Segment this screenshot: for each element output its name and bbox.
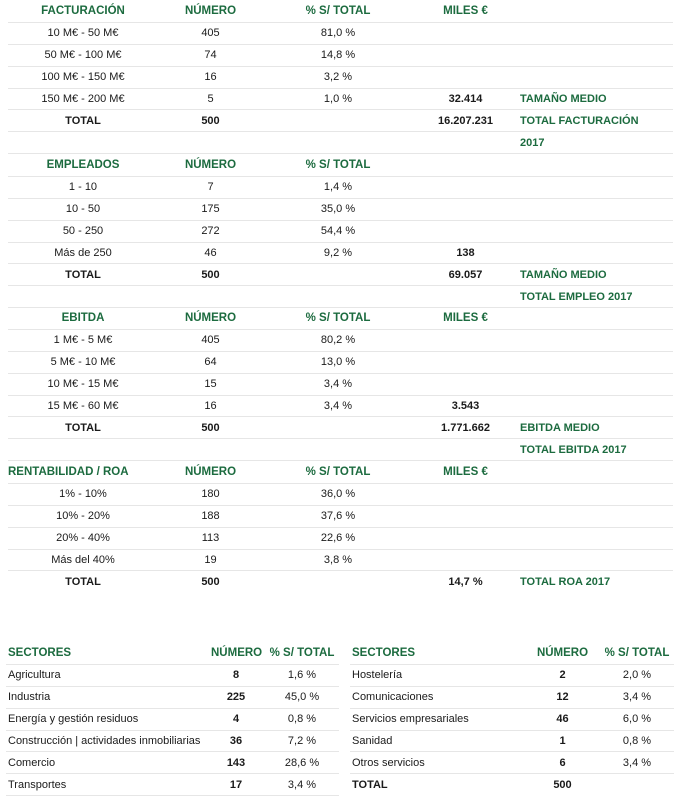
table-row: [8, 132, 673, 154]
cell-numero: 225: [226, 691, 246, 704]
cell-numero: 6: [559, 756, 566, 769]
cell-numero: 405: [201, 334, 220, 347]
table-row: [8, 67, 673, 89]
cell-sector: Transportes: [8, 778, 67, 791]
cell-range: 50 M€ - 100 M€: [44, 49, 122, 62]
cell-numero: 188: [201, 510, 220, 523]
cell-total: TOTAL: [65, 576, 101, 589]
cell-range: 10 M€ - 15 M€: [47, 378, 119, 391]
cell-numero: 4: [232, 713, 240, 726]
cell-sector: Hostelería: [352, 669, 403, 682]
cell-range: 10% - 20%: [56, 510, 110, 523]
table-row-total: [8, 110, 673, 132]
cell-numero: 16: [204, 400, 217, 412]
cell-miles: 1.771.662: [441, 421, 490, 434]
cell-numero: 16: [204, 71, 217, 84]
sectores-table-right: [350, 643, 674, 796]
col-numero: NÚMERO: [184, 5, 237, 18]
cell-pct: 3,8 %: [323, 554, 353, 566]
cell-range: 100 M€ - 150 M€: [41, 71, 125, 84]
cell-total: TOTAL: [65, 421, 101, 434]
cell-pct: 14,8 %: [320, 49, 356, 62]
table-row-total: [8, 417, 673, 439]
col-numero: NÚMERO: [184, 159, 237, 172]
cell-total: TOTAL: [65, 268, 101, 281]
cell-pct: 2,0 %: [622, 669, 652, 682]
cell-numero: 15: [204, 378, 217, 391]
cell-numero: 2: [559, 669, 566, 682]
cell-label: TOTAL ROA 2017: [520, 576, 611, 589]
cell-pct: 28,6 %: [284, 756, 320, 769]
cell-range: Más del 40%: [51, 554, 115, 566]
col-pct-total: % S/ TOTAL: [305, 466, 371, 479]
table-row: [8, 45, 673, 67]
table-row: [8, 374, 673, 396]
cell-range: 5 M€ - 10 M€: [50, 356, 116, 369]
cell-sector: Servicios empresariales: [352, 713, 469, 726]
cell-pct: 6,0 %: [622, 713, 652, 726]
ebitda-table: [8, 308, 673, 461]
table-row: [6, 665, 339, 687]
cell-numero: 405: [201, 27, 220, 40]
facturacion-table: [8, 1, 673, 154]
cell-range: 1 - 10: [68, 181, 98, 194]
table-header: [8, 1, 673, 23]
table-row: [350, 709, 674, 731]
cell-miles: 32.414: [448, 93, 483, 105]
table-row: [8, 243, 673, 265]
cell-pct: 1,6 %: [287, 669, 317, 682]
cell-label: 2017: [520, 136, 545, 149]
cell-total: TOTAL: [65, 114, 101, 127]
cell-pct: 22,6 %: [320, 532, 356, 545]
cell-numero: 46: [556, 713, 569, 726]
col-miles: MILES €: [443, 312, 488, 325]
cell-numero: 17: [229, 778, 243, 791]
cell-pct: 13,0 %: [320, 356, 356, 369]
col-facturacion: FACTURACIÓN: [41, 5, 125, 18]
table-row: [8, 177, 673, 199]
cell-numero: 7: [207, 181, 214, 194]
cell-range: 50 - 250: [62, 225, 104, 238]
table-row: [6, 709, 339, 731]
col-sectores: SECTORES: [8, 647, 72, 660]
cell-pct: 36,0 %: [320, 488, 356, 501]
col-pct-total: % S/ TOTAL: [269, 647, 335, 660]
table-header: [350, 643, 674, 665]
cell-pct: 1,4 %: [323, 181, 353, 194]
rentabilidad-table: [8, 462, 673, 593]
cell-miles: 16.207.231: [437, 114, 494, 127]
cell-range: 1% - 10%: [59, 488, 107, 501]
cell-range: 15 M€ - 60 M€: [47, 400, 119, 412]
table-header: [6, 643, 339, 665]
table-row-total: [8, 264, 673, 286]
col-empleados: EMPLEADOS: [46, 159, 120, 172]
cell-numero: 113: [201, 532, 220, 545]
cell-pct: 37,6 %: [320, 510, 356, 523]
cell-label: TOTAL FACTURACIÓN: [520, 114, 639, 127]
table-row: [6, 687, 339, 709]
cell-sector: Construcción | actividades inmobiliarias: [8, 735, 201, 747]
cell-pct: 35,0 %: [320, 203, 356, 216]
cell-numero: 143: [226, 756, 246, 769]
table-row: [8, 286, 673, 308]
col-ebitda: EBITDA: [61, 312, 105, 325]
cell-label: TAMAÑO MEDIO: [520, 93, 607, 105]
cell-numero: 500: [201, 576, 220, 589]
table-row: [350, 731, 674, 753]
cell-label: TAMAÑO MEDIO: [520, 268, 607, 281]
cell-numero: 46: [204, 247, 217, 259]
table-row: [8, 528, 673, 550]
cell-numero: 12: [556, 691, 569, 704]
table-row: [8, 199, 673, 221]
table-row: [350, 665, 674, 687]
cell-numero: 36: [229, 735, 243, 747]
col-miles: MILES €: [443, 466, 488, 479]
cell-label: EBITDA MEDIO: [520, 421, 600, 434]
cell-numero: 175: [201, 203, 220, 216]
cell-sector: Energía y gestión residuos: [8, 713, 139, 726]
cell-pct: 9,2 %: [323, 247, 353, 259]
cell-range: 20% - 40%: [56, 532, 110, 545]
cell-pct: 81,0 %: [320, 27, 356, 40]
table-row: [350, 752, 674, 774]
table-row: [8, 396, 673, 418]
cell-pct: 45,0 %: [284, 691, 320, 704]
cell-pct: 3,2 %: [323, 71, 353, 84]
cell-sector: Industria: [8, 691, 51, 704]
cell-numero: 19: [204, 554, 217, 566]
table-row: [8, 506, 673, 528]
cell-pct: 0,8 %: [622, 735, 652, 747]
table-row: [6, 731, 339, 753]
table-header: [8, 155, 673, 177]
cell-numero: 500: [201, 268, 220, 281]
table-row: [8, 221, 673, 243]
col-sectores: SECTORES: [352, 647, 416, 660]
col-numero: NÚMERO: [211, 647, 263, 660]
col-rentabilidad: RENTABILIDAD / ROA: [8, 466, 129, 479]
cell-numero: 8: [232, 669, 240, 682]
cell-numero: 500: [553, 779, 572, 792]
col-numero: NÚMERO: [184, 312, 237, 325]
table-row-total: [8, 571, 673, 593]
table-row: [350, 687, 674, 709]
cell-range: 1 M€ - 5 M€: [53, 334, 113, 347]
col-pct-total: % S/ TOTAL: [604, 647, 670, 660]
cell-numero: 180: [201, 488, 220, 501]
cell-range: 150 M€ - 200 M€: [41, 93, 125, 105]
cell-range: 10 M€ - 50 M€: [47, 27, 119, 40]
cell-sector: Sanidad: [352, 735, 393, 747]
empleados-table: [8, 155, 673, 308]
cell-numero: 500: [201, 421, 220, 434]
table-row: [8, 352, 673, 374]
cell-range: 10 - 50: [65, 203, 101, 216]
cell-numero: 64: [204, 356, 217, 369]
cell-miles: 69.057: [448, 268, 483, 281]
cell-sector: Otros servicios: [352, 756, 425, 769]
table-row-total: [350, 774, 674, 796]
col-numero: NÚMERO: [184, 466, 237, 479]
cell-sector: Comunicaciones: [352, 691, 434, 704]
cell-pct: 3,4 %: [323, 378, 353, 391]
cell-numero: 74: [204, 49, 217, 62]
col-pct-total: % S/ TOTAL: [305, 5, 371, 18]
cell-numero: 500: [201, 114, 220, 127]
cell-numero: 1: [559, 735, 566, 747]
cell-pct: 7,2 %: [287, 735, 317, 747]
sectores-table-left: [6, 643, 339, 796]
cell-range: Más de 250: [54, 247, 112, 259]
cell-label: TOTAL EBITDA 2017: [520, 443, 627, 456]
cell-sector: Comercio: [8, 756, 56, 769]
cell-numero: 272: [201, 225, 220, 238]
cell-pct: 80,2 %: [320, 334, 356, 347]
cell-pct: 54,4 %: [320, 225, 356, 238]
table-row: [8, 550, 673, 572]
col-numero: NÚMERO: [536, 647, 589, 660]
cell-pct: 3,4 %: [323, 400, 353, 412]
cell-label: TOTAL EMPLEO 2017: [520, 290, 633, 303]
col-pct-total: % S/ TOTAL: [305, 312, 371, 325]
cell-total: TOTAL: [352, 779, 388, 792]
table-row: [8, 484, 673, 506]
table-header: [8, 308, 673, 330]
table-row: [8, 439, 673, 461]
table-row: [6, 752, 339, 774]
cell-sector: Agricultura: [8, 669, 61, 682]
cell-pct: 3,4 %: [287, 778, 317, 791]
cell-numero: 5: [207, 93, 214, 105]
cell-pct: 0,8 %: [287, 713, 317, 726]
cell-miles: 3.543: [451, 400, 480, 412]
table-row: [8, 23, 673, 45]
cell-pct: 1,0 %: [323, 93, 353, 105]
table-row: [6, 774, 339, 796]
col-pct-total: % S/ TOTAL: [305, 159, 371, 172]
table-header: [8, 462, 673, 484]
cell-pct: 3,4 %: [622, 756, 652, 769]
cell-miles: 138: [456, 247, 475, 259]
cell-pct: 3,4 %: [622, 691, 652, 704]
col-miles: MILES €: [443, 5, 488, 18]
table-row: [8, 89, 673, 111]
cell-miles: 14,7 %: [448, 576, 483, 589]
table-row: [8, 330, 673, 352]
